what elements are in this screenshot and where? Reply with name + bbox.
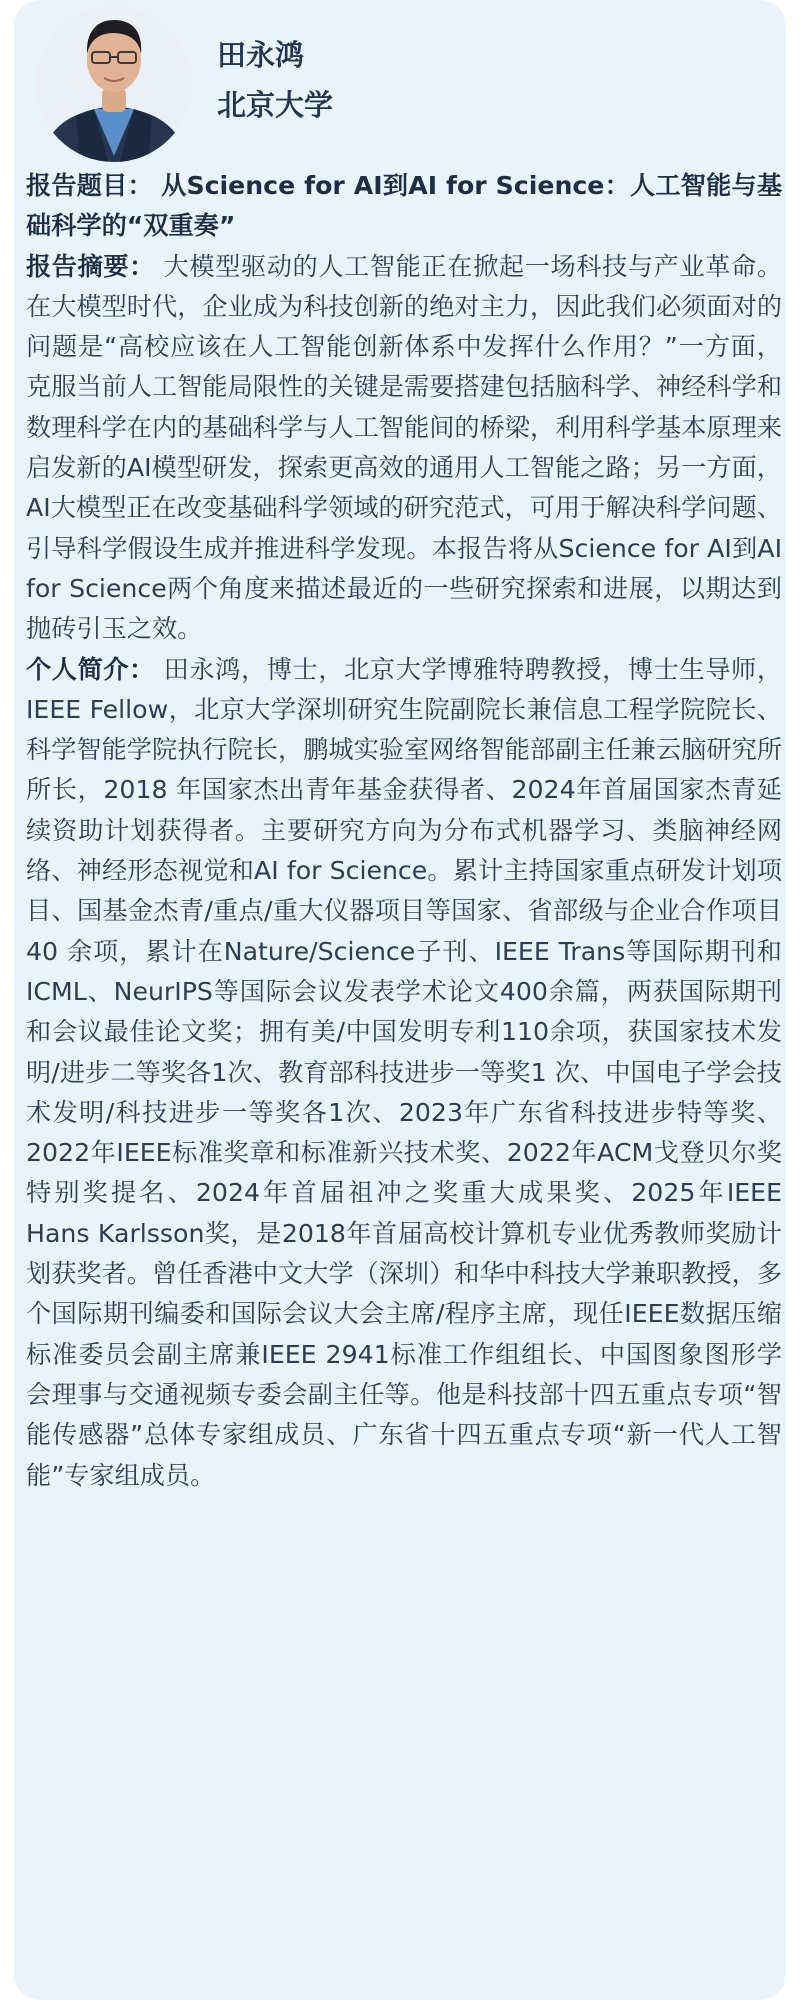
- talk-title-label: 报告题目：: [26, 171, 153, 200]
- talk-title: 从Science for AI到AI for Science：人工智能与基础科学的“双重奏”: [26, 171, 783, 241]
- speaker-photo: [36, 6, 192, 162]
- speaker-card: [14, 0, 786, 2000]
- talk-abstract: 大模型驱动的人工智能正在掀起一场科技与产业革命。在大模型时代，企业成为科技创新的绝对主力，因此我们必须面对的问题是“高校应该在人工智能创新体系中发挥什么作用？”一方面，克服当前人工智能局限性的关键是需要搭建包括脑科学、神经科学和数理科学在内的基础科学与人工智能间的桥梁，利用科学基本原理来启发新的AI模型研发，探索更高效的通用人工智能之路；另一方面，AI大模型正在改变基础科学领域的研究范式，可用于解决科学问题、引导科学假设生成并推进科学发现。本报告将从Science for AI到AI for Science两个角度来描述最近的一些研究探索和进展，以期达到抛砖引玉之效。: [26, 251, 783, 644]
- person-portrait-icon: [36, 6, 192, 162]
- speaker-affiliation: 北京大学: [217, 88, 334, 122]
- speaker-bio-label: 个人简介：: [26, 654, 155, 684]
- speaker-name: 田永鸿: [217, 38, 305, 72]
- talk-details: [26, 166, 782, 1496]
- speaker-bio: 田永鸿，博士，北京大学博雅特聘教授，博士生导师， IEEE Fellow，北京大学深圳研究生院副院长兼信息工程学院院长、科学智能学院执行院长，鹏城实验室网络智能部副主任兼云脑研究所所长，2018 年国家杰出青年基金获得者、2024年首届国家杰青延续资助计划获得者。主要研究方向为分布式机器学习、类脑神经网络、神经形态视觉和AI for Science。累计主持国家重点研发计划项目、国基金杰青/重点/重大仪器项目等国家、省部级与企业合作项目40 余项，累计在Nature/Science子刊、IEEE Trans等国际期刊和ICML、NeurIPS等国际会议发表学术论文400余篇，两获国际期刊和会议最佳论文奖；拥有美/中国发明专利110余项，获国家技术发明/进步二等奖各1次、教育部科技进步一等奖1 次、中国电子学会技术发明/科技进步一等奖各1次、2023年广东省科技进步特等奖、2022年IEEE标准奖章和标准新兴技术奖、2022年ACM戈登贝尔奖特别奖提名、2024年首届祖冲之奖重大成果奖、2025年IEEE Hans Karlsson奖，是2018年首届高校计算机专业优秀教师奖励计划获奖者。曾任香港中文大学（深圳）和华中科技大学兼职教授，多个国际期刊编委和国际会议大会主席/程序主席，现任IEEE数据压缩标准委员会副主席兼IEEE 2941标准工作组组长、中国图象图形学会理事与交通视频专委会副主任等。他是科技部十四五重点专项“智能传感器”总体专家组成员、广东省十四五重点专项“新一代人工智能”专家组成员。: [26, 654, 783, 1490]
- talk-title-paragraph: [26, 166, 782, 247]
- speaker-header: [217, 30, 333, 130]
- speaker-bio-paragraph: [26, 650, 782, 1496]
- talk-abstract-label: 报告摘要：: [26, 251, 155, 281]
- talk-abstract-paragraph: [26, 247, 782, 650]
